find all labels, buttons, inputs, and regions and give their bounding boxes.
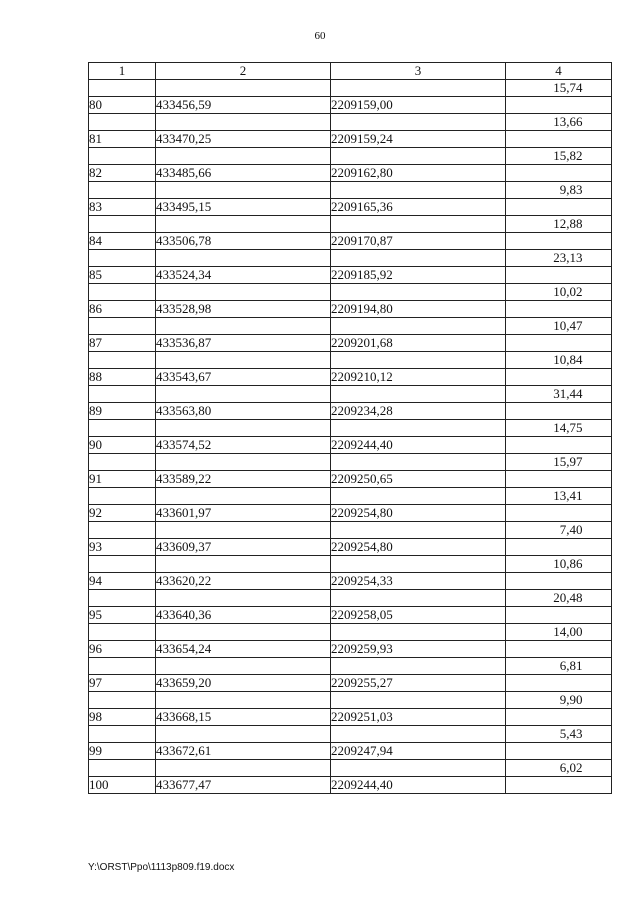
distance-row [89,522,612,539]
y-coordinate: 2209159,00 [331,97,506,114]
point-number: 96 [89,641,156,658]
point-number: 100 [89,777,156,794]
distance-cell: 5,43 [506,726,612,743]
point-row [89,437,612,454]
distance-row [89,352,612,369]
point-row [89,743,612,760]
point-row [89,471,612,488]
distance-cell: 6,02 [506,760,612,777]
y-coordinate: 2209251,03 [331,709,506,726]
file-path-footer: Y:\ORST\Ppo\1113p809.f19.docx [88,862,235,873]
distance-cell: 10,86 [506,556,612,573]
point-number: 85 [89,267,156,284]
distance-row [89,386,612,403]
x-coordinate: 433543,67 [156,369,331,386]
distance-cell: 14,00 [506,624,612,641]
distance-row [89,454,612,471]
point-number: 94 [89,573,156,590]
distance-row [89,590,612,607]
point-number: 99 [89,743,156,760]
x-coordinate: 433574,52 [156,437,331,454]
point-row [89,777,612,794]
x-coordinate: 433601,97 [156,505,331,522]
distance-cell: 15,82 [506,148,612,165]
distance-row [89,250,612,267]
distance-cell: 15,74 [506,80,612,97]
point-number: 80 [89,97,156,114]
x-coordinate: 433536,87 [156,335,331,352]
x-coordinate: 433654,24 [156,641,331,658]
distance-row [89,284,612,301]
y-coordinate: 2209201,68 [331,335,506,352]
y-coordinate: 2209185,92 [331,267,506,284]
distance-cell: 10,02 [506,284,612,301]
distance-row [89,318,612,335]
distance-cell: 31,44 [506,386,612,403]
point-number: 98 [89,709,156,726]
x-coordinate: 433528,98 [156,301,331,318]
x-coordinate: 433524,34 [156,267,331,284]
point-row [89,301,612,318]
point-number: 97 [89,675,156,692]
point-number: 91 [89,471,156,488]
x-coordinate: 433672,61 [156,743,331,760]
point-row [89,369,612,386]
point-row [89,641,612,658]
distance-cell: 7,40 [506,522,612,539]
y-coordinate: 2209247,94 [331,743,506,760]
x-coordinate: 433563,80 [156,403,331,420]
x-coordinate: 433495,15 [156,199,331,216]
distance-row [89,114,612,131]
point-number: 81 [89,131,156,148]
column-header: 4 [506,63,612,80]
distance-cell: 20,48 [506,590,612,607]
distance-cell: 15,97 [506,454,612,471]
y-coordinate: 2209254,33 [331,573,506,590]
point-number: 86 [89,301,156,318]
point-number: 88 [89,369,156,386]
y-coordinate: 2209162,80 [331,165,506,182]
point-row [89,505,612,522]
x-coordinate: 433456,59 [156,97,331,114]
x-coordinate: 433668,15 [156,709,331,726]
x-coordinate: 433620,22 [156,573,331,590]
point-row [89,97,612,114]
distance-cell: 10,84 [506,352,612,369]
y-coordinate: 2209255,27 [331,675,506,692]
distance-row [89,760,612,777]
x-coordinate: 433640,36 [156,607,331,624]
x-coordinate: 433506,78 [156,233,331,250]
table-header-row [89,63,612,80]
y-coordinate: 2209170,87 [331,233,506,250]
point-row [89,675,612,692]
point-number: 92 [89,505,156,522]
x-coordinate: 433470,25 [156,131,331,148]
x-coordinate: 433589,22 [156,471,331,488]
y-coordinate: 2209244,40 [331,437,506,454]
distance-cell: 14,75 [506,420,612,437]
y-coordinate: 2209254,80 [331,539,506,556]
distance-row [89,182,612,199]
point-row [89,233,612,250]
distance-cell: 9,90 [506,692,612,709]
y-coordinate: 2209244,40 [331,777,506,794]
distance-row [89,148,612,165]
distance-row [89,624,612,641]
point-row [89,403,612,420]
point-row [89,607,612,624]
distance-cell: 12,88 [506,216,612,233]
y-coordinate: 2209234,28 [331,403,506,420]
point-number: 84 [89,233,156,250]
distance-cell: 13,41 [506,488,612,505]
y-coordinate: 2209165,36 [331,199,506,216]
distance-row [89,420,612,437]
point-number: 87 [89,335,156,352]
distance-cell: 9,83 [506,182,612,199]
distance-cell: 6,81 [506,658,612,675]
y-coordinate: 2209250,65 [331,471,506,488]
point-row [89,573,612,590]
point-row [89,199,612,216]
point-row [89,539,612,556]
x-coordinate: 433485,66 [156,165,331,182]
page-number: 60 [314,30,326,42]
point-number: 90 [89,437,156,454]
y-coordinate: 2209194,80 [331,301,506,318]
distance-row [89,658,612,675]
distance-row [89,692,612,709]
point-row [89,335,612,352]
distance-row [89,216,612,233]
table-body [89,80,612,794]
coordinates-table [88,62,612,794]
column-header: 2 [156,63,331,80]
point-number: 82 [89,165,156,182]
y-coordinate: 2209254,80 [331,505,506,522]
y-coordinate: 2209259,93 [331,641,506,658]
x-coordinate: 433659,20 [156,675,331,692]
distance-row [89,556,612,573]
point-number: 93 [89,539,156,556]
point-row [89,165,612,182]
y-coordinate: 2209210,12 [331,369,506,386]
point-number: 95 [89,607,156,624]
point-number: 83 [89,199,156,216]
point-number: 89 [89,403,156,420]
distance-row [89,726,612,743]
distance-cell: 10,47 [506,318,612,335]
distance-cell: 13,66 [506,114,612,131]
distance-row [89,80,612,97]
column-header: 1 [89,63,156,80]
point-row [89,267,612,284]
distance-row [89,488,612,505]
y-coordinate: 2209258,05 [331,607,506,624]
x-coordinate: 433677,47 [156,777,331,794]
point-row [89,709,612,726]
point-row [89,131,612,148]
column-header: 3 [331,63,506,80]
distance-cell: 23,13 [506,250,612,267]
x-coordinate: 433609,37 [156,539,331,556]
y-coordinate: 2209159,24 [331,131,506,148]
